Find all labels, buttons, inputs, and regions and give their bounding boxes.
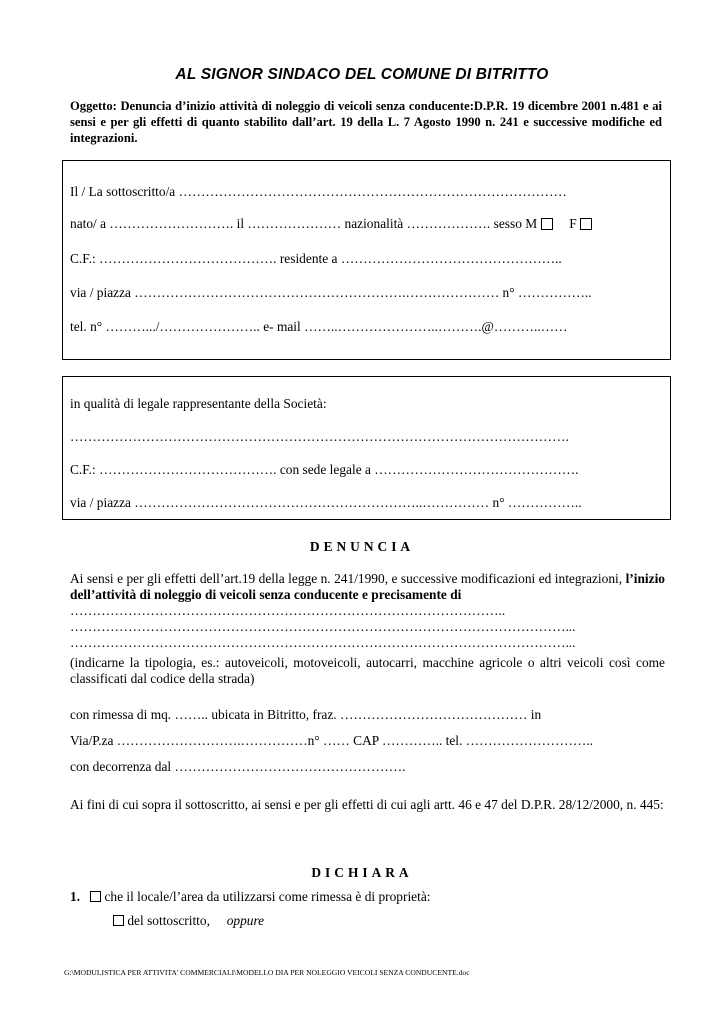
legal-rep-label: in qualità di legale rappresentante della Società: xyxy=(70,396,327,411)
vehicle-type-field-3[interactable]: …………………………………………………………………………………………………... xyxy=(70,635,576,650)
sub-1-checkbox[interactable] xyxy=(113,915,124,926)
item-1-checkbox[interactable] xyxy=(90,891,101,902)
page-title: AL SIGNOR SINDACO DEL COMUNE DI BITRITTO xyxy=(175,66,549,83)
item-1 xyxy=(70,889,431,905)
address-field[interactable]: via / piazza …………………………………………………….………………… n° …………….. xyxy=(70,285,592,300)
ai-fini-paragraph: Ai fini di cui sopra il sottoscritto, ai sensi e per gli effetti di cui agli artt. 46 e 47 del D.P.R. 28/12/2000, n. 445: xyxy=(70,797,664,812)
dichiara-heading: DICHIARA xyxy=(311,865,413,880)
birth-nationality-sex-line xyxy=(70,216,592,232)
denuncia-bold-text: l’inizio dell’attività di noleggio di veicoli senza conducente e precisamente di xyxy=(70,571,665,602)
contact-field[interactable]: tel. n° ……….../………………….. e- mail ……..…………………..……….@………..…… xyxy=(70,319,568,334)
decorrenza-field[interactable]: con decorrenza dal ……………………………………………. xyxy=(70,759,406,774)
birth-nationality-label[interactable]: nato/ a ………………………. il ………………… nazionalità ………………. sesso M xyxy=(70,216,538,231)
footer-file-path: G:\MODULISTICA PER ATTIVITA' COMMERCIALI\MODELLO DIA PER NOLEGGIO VEICOLI SENZA CONDUCENTE.doc xyxy=(64,968,470,977)
denuncia-heading: DENUNCIA xyxy=(309,539,415,554)
oggetto-text: Oggetto: Denuncia d’inizio attività di noleggio di veicoli senza conducente:D.P.R. 19 dicembre 2001 n.481 e ai sensi e per gli effetti di quanto stabilito dall’art. 19 della L. 7 Agosto 1990 n. 241 e successive modifiche ed integrazioni. xyxy=(70,99,662,145)
item-1-sub-1 xyxy=(113,913,264,929)
vehicle-type-field-2[interactable]: …………………………………………………………………………………………………... xyxy=(70,619,576,634)
company-name-field[interactable]: …………………………………………………………………………………………………. xyxy=(70,429,569,444)
cf-residence-field[interactable]: C.F.: …………………………………. residente a ………………………………………….. xyxy=(70,251,562,266)
item-1-text: che il locale/l’area da utilizzarsi come rimessa è di proprietà: xyxy=(104,889,431,904)
sex-f-checkbox[interactable] xyxy=(580,218,592,230)
rimessa-address-field[interactable]: Via/P.za ……………………….……………n° …… CAP ………….. tel. ……………………….. xyxy=(70,733,593,748)
sub-1-oppure: oppure xyxy=(226,913,265,928)
sub-1-text: del sottoscritto, xyxy=(127,913,210,928)
vehicle-type-field-1[interactable]: …………………………………………………………………………………….. xyxy=(70,603,506,618)
denuncia-paragraph xyxy=(70,571,665,603)
company-address-field[interactable]: via / piazza ………………………………………………………..…………… n° …………….. xyxy=(70,495,582,510)
denuncia-text: Ai sensi e per gli effetti dell’art.19 della legge n. 241/1990, e successive modificazioni ed integrazioni, xyxy=(70,571,626,586)
sottoscritto-field[interactable]: Il / La sottoscritto/a …………………………………………………………………………… xyxy=(70,184,567,199)
item-1-number: 1. xyxy=(70,889,81,904)
rimessa-field[interactable]: con rimessa di mq. …….. ubicata in Bitritto, fraz. …………………………………… in xyxy=(70,707,542,722)
tipologia-note: (indicarne la tipologia, es.: autoveicoli, motoveicoli, autocarri, macchine agricole o altri veicoli così come classificati dal codice della strada) xyxy=(70,655,665,686)
sex-m-checkbox[interactable] xyxy=(541,218,553,230)
company-cf-seat-field[interactable]: C.F.: …………………………………. con sede legale a ………………………………………. xyxy=(70,462,579,477)
sex-f-label: F xyxy=(569,216,577,231)
